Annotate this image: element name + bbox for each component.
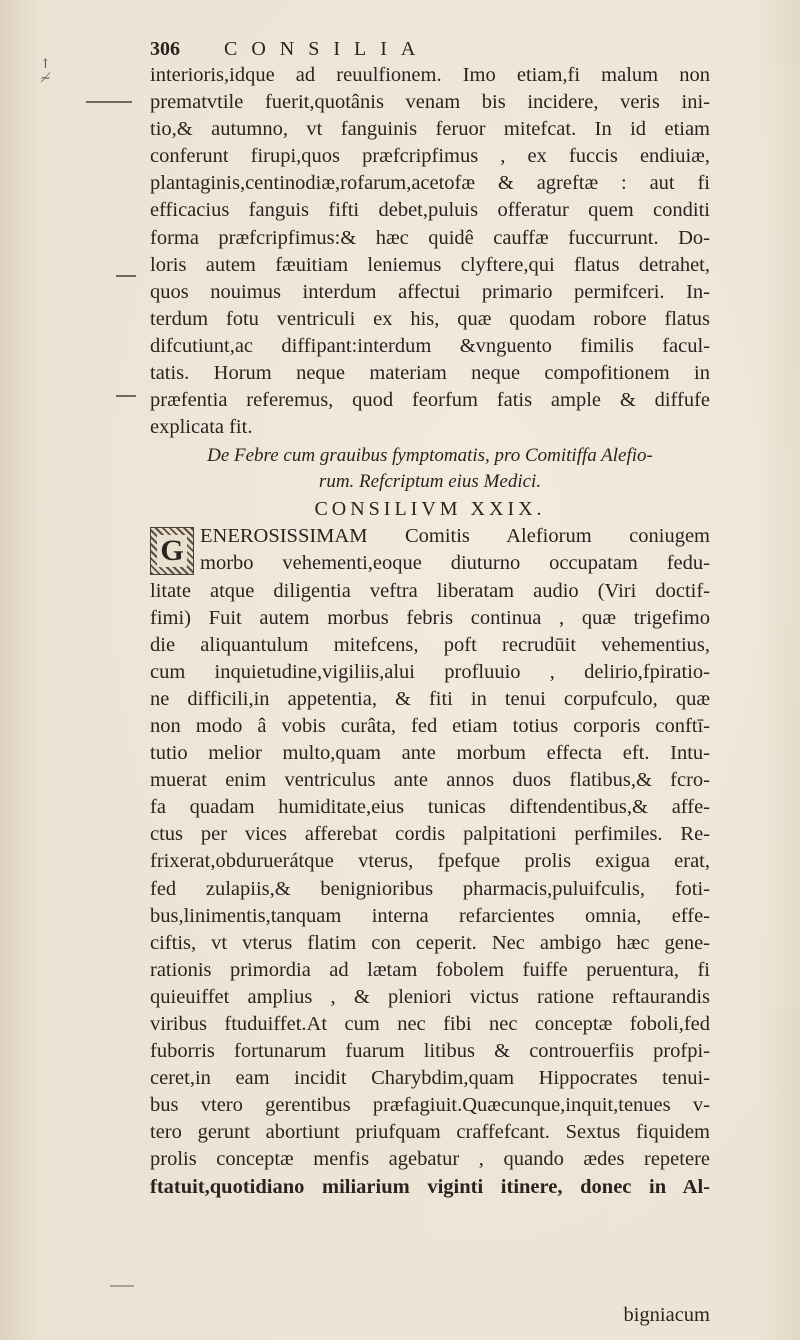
text-line: bus vtero gerentibus præfagiuit.Quæcunque,inquit,tenues v- [150, 1094, 710, 1117]
text-line: die aliquantulum mitefcens, poft recrudūit vehementius, [150, 633, 710, 656]
text-line: frixerat,obduruerátque vterus, fpefque prolis exigua erat, [150, 850, 710, 873]
text-line: efficacius fanguis fifti debet,puluis offeratur quem conditi [150, 199, 710, 222]
margin-rule [86, 101, 132, 103]
drop-cap-letter: G [157, 535, 186, 567]
text-line: cum inquietudine,vigiliis,alui profluuio , delirio,fpiratio- [150, 660, 710, 683]
text-line: fuborris fortunarum fuarum litibus & controuerfiis profpi- [150, 1040, 710, 1063]
catchword: bigniacum [623, 1304, 710, 1326]
text-line: præfentia referemus, quod feorfum fatis ample & diffufe [150, 389, 710, 412]
text-line: explicata fit. [150, 416, 253, 439]
margin-annotation-mark: ↑ ≁ [40, 57, 51, 86]
text-line: ciftis, vt vterus flatim con ceperit. Nec ambigo hæc gene- [150, 931, 710, 954]
text-line: fimi) Fuit autem morbus febris continua , quæ trigefimo [150, 606, 710, 629]
page-number: 306 [150, 38, 180, 60]
text-line: conferunt firupi,quos præfcripfimus , ex fuccis endiuiæ, [150, 145, 710, 168]
text-line: bus,linimentis,tanquam interna refarcientes omnia, effe- [150, 904, 710, 927]
text-block [150, 62, 710, 1201]
text-line: tio,& autumno, vt fanguinis feruor mitefcat. In id etiam [150, 118, 710, 141]
text-line: loris autem fæuitiam leniemus clyftere,qui flatus detrahet, [150, 253, 710, 276]
margin-rule [116, 395, 136, 397]
text-line: plantaginis,centinodiæ,rofarum,acetofæ & agreftæ : aut fi [150, 172, 710, 195]
text-line: quieuiffet amplius , & pleniori victus ratione reftaurandis [150, 985, 710, 1008]
paragraph-2 [150, 523, 710, 1200]
running-head: CONSILIA [224, 38, 430, 60]
text-line: viribus ftuduiffet.At cum nec fibi nec conceptæ foboli,fed [150, 1013, 710, 1035]
text-line: ceret,in eam incidit Charybdim,quam Hippocrates tenui- [150, 1067, 710, 1090]
text-line: morbo vehementi,eoque diuturno occupatam fedu- [200, 552, 710, 575]
text-line: litate atque diligentia veftra liberatam audio (Viri doctif- [150, 579, 710, 602]
text-line: forma præfcripfimus:& hæc quidê cauffæ fuccurrunt. Do- [150, 226, 710, 249]
section-title-line: rum. Refcriptum eius Medici. [318, 471, 542, 493]
text-line: ftatuit,quotidiano miliarium viginti itinere, donec in Al- [150, 1175, 710, 1198]
paragraph-1 [150, 62, 710, 441]
text-line: difcutiunt,ac diffipant:interdum &vnguento fimilis facul- [150, 334, 710, 357]
text-line: interioris,idque ad reuulfionem. Imo etiam,fi malum non [150, 64, 710, 86]
text-line: muerat enim ventriculus ante annos duos flatibus,& fcro- [150, 769, 710, 792]
text-line: tero gerunt abortiunt priufquam craffefcant. Sextus fiquidem [150, 1121, 710, 1144]
margin-rule [110, 1285, 134, 1287]
text-line: prematvtile fuerit,quotânis venam bis incidere, veris ini- [150, 91, 710, 114]
text-line: tutio melior multo,quam ante morbum effecta eft. Intu- [150, 742, 710, 765]
consilium-label: CONSILIVM XXIX. [314, 498, 546, 521]
text-line: tatis. Horum neque materiam neque compofitionem in [150, 362, 710, 385]
ornamental-drop-cap [150, 527, 194, 575]
text-line: rationis primordia ad lætam fobolem fuiffe peruentura, fi [150, 958, 710, 981]
section-title [150, 443, 710, 495]
text-line: fed zulapiis,& benignioribus pharmacis,puluifculis, foti- [150, 877, 710, 900]
text-line: fa quadam humiditate,eius tunicas diftendentibus,& affe- [150, 796, 710, 819]
text-line: quos nouimus interdum affectui primario permifceri. In- [150, 280, 710, 303]
text-line: ne difficili,in appetentia, & fiti in tenui corpufculo, quæ [150, 687, 710, 710]
text-line: terdum fotu ventriculi ex his, quæ quodam robore flatus [150, 307, 710, 330]
text-line: ctus per vices afferebat cordis palpitationi perfimiles. Re- [150, 823, 710, 846]
margin-rule [116, 275, 136, 277]
text-line: ENEROSISSIMAM Comitis Alefiorum coniugem [200, 525, 710, 548]
text-line: prolis conceptæ menfis agebatur , quando ædes repetere [150, 1148, 710, 1171]
text-line: non modo â vobis curâta, fed etiam totius corporis conftī- [150, 714, 710, 737]
section-title-line: De Febre cum grauibus fymptomatis, pro Comitiffa Alefio- [207, 445, 653, 467]
